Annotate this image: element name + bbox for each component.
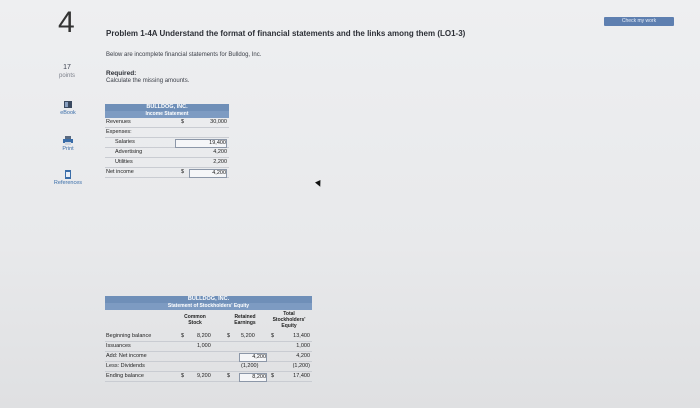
- ending-re-input[interactable]: 8,200: [239, 373, 267, 382]
- column-header: Total Stockholders' Equity: [272, 311, 306, 329]
- table-row: Net income $ 4,200: [105, 168, 229, 178]
- problem-intro: Below are incomplete financial statements for Bulldog, Inc.: [106, 52, 262, 58]
- references-icon: [63, 170, 73, 179]
- question-number: 4: [58, 6, 75, 39]
- equity-statement-table: [105, 296, 312, 382]
- column-headers: [105, 310, 312, 332]
- points-value: 17: [63, 64, 71, 71]
- table-row: Advertising 4,200: [105, 148, 229, 158]
- sidebar-item-label: Print: [62, 146, 74, 152]
- table-row: Beginning balance $ 8,200 $ 5,200 $ 13,400: [105, 332, 312, 342]
- table-row: Less: Dividends (1,200) (1,200): [105, 362, 312, 372]
- table-row: Revenues $ 30,000: [105, 118, 229, 128]
- required-label: Required:: [106, 70, 137, 77]
- required-text: Calculate the missing amounts.: [106, 78, 190, 84]
- sidebar-item-print[interactable]: [48, 136, 88, 152]
- statement-name: Income Statement: [105, 111, 229, 118]
- sidebar-item-label: References: [53, 180, 83, 186]
- net-income-re-input[interactable]: 4,200: [239, 353, 267, 362]
- problem-title: Problem 1-4A Understand the format of financial statements and the links among them (LO1-3): [106, 29, 466, 38]
- table-row: Ending balance $ 9,200 $ 8,200 $ 17,400: [106, 373, 310, 380]
- table-row: Salaries 19,400: [105, 138, 229, 148]
- table-row: Issuances 1,000 1,000: [105, 342, 312, 352]
- column-header: Retained Earnings: [234, 314, 256, 326]
- sidebar-item-ebook[interactable]: [48, 100, 88, 116]
- check-my-work-button[interactable]: Check my work: [604, 17, 674, 26]
- company-name: BULLDOG, INC.: [105, 296, 312, 303]
- salaries-input[interactable]: 19,400: [175, 139, 227, 148]
- sidebar-item-references[interactable]: [48, 170, 88, 186]
- sidebar-item-label: eBook: [60, 110, 76, 116]
- table-row: Expenses:: [105, 128, 229, 138]
- points-label: points: [58, 73, 75, 79]
- column-header: Common Stock: [184, 314, 206, 326]
- table-row: Add: Net income 4,200 4,200: [106, 353, 310, 360]
- points-indicator: [50, 64, 84, 80]
- book-icon: [63, 100, 73, 109]
- mouse-cursor-icon: [315, 180, 323, 188]
- table-row: Utilities 2,200: [105, 158, 229, 168]
- print-icon: [63, 136, 73, 145]
- income-statement-table: [105, 104, 229, 178]
- net-income-input[interactable]: 4,200: [189, 169, 227, 178]
- statement-name: Statement of Stockholders' Equity: [105, 303, 312, 310]
- company-name: BULLDOG, INC.: [105, 104, 229, 111]
